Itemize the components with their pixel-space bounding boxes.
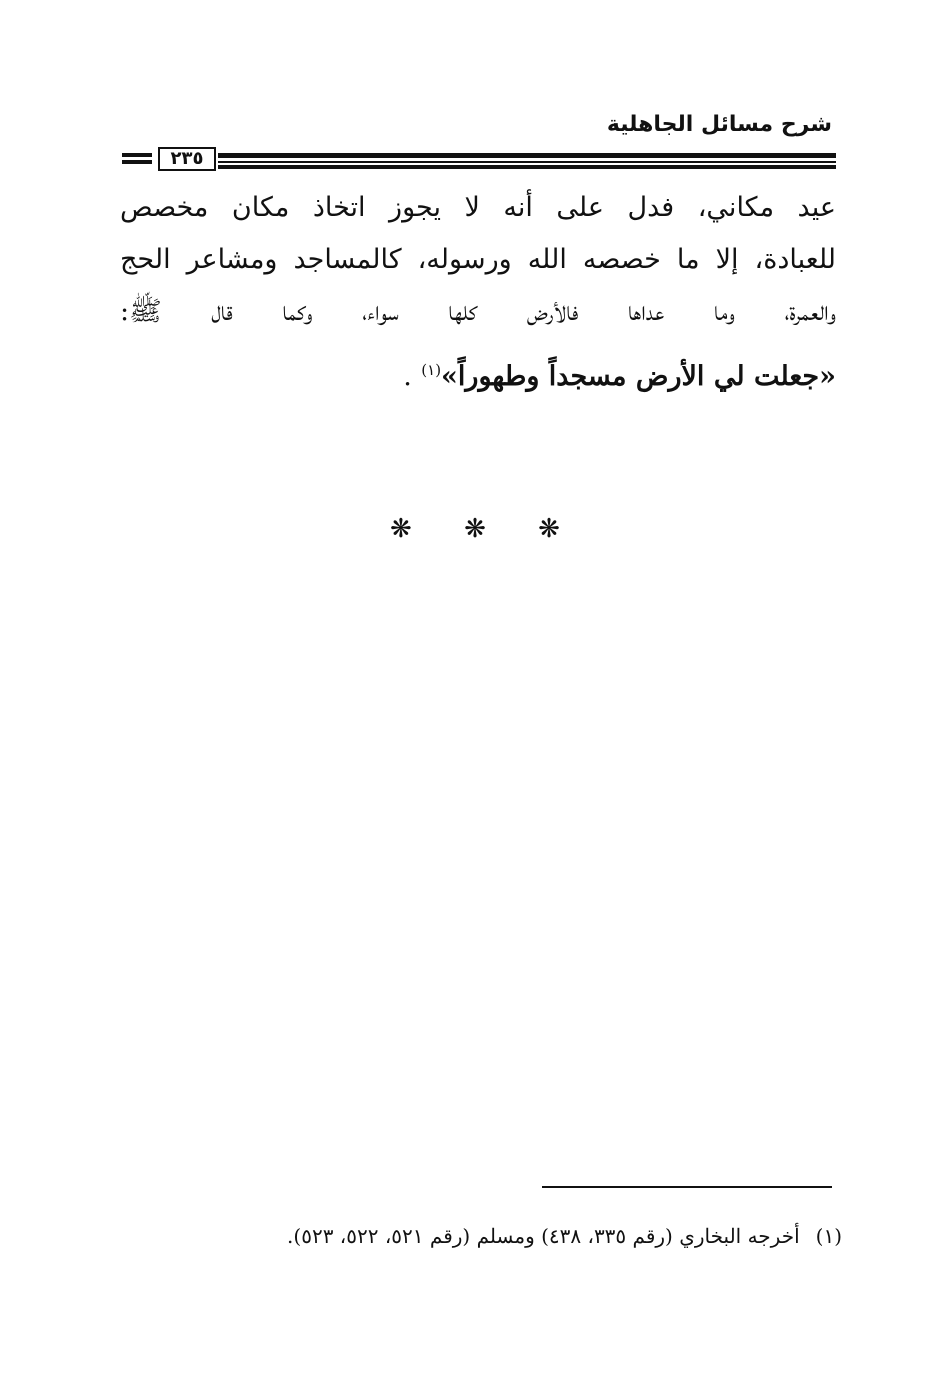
body-line-2: للعبادة، إلا ما خصصه الله ورسوله، كالمساجد ومشاعر الحج	[120, 244, 836, 275]
section-separator	[0, 514, 950, 544]
hadith-quote: «جعلت لي الأرض مسجداً وطهوراً»	[441, 361, 836, 392]
rule-segment	[122, 153, 152, 157]
quote-end-period: .	[403, 361, 412, 392]
rule-segment	[122, 160, 152, 164]
page-number: ٢٣٥	[158, 147, 216, 171]
asterisk-icon: ❋	[390, 514, 412, 544]
footnote-reference: (١)	[421, 361, 442, 379]
body-line-3: والعمرة، وما عداها فالأرض كلها سواء، وكما قال ﷺ:	[120, 296, 836, 327]
footnote-text: أخرجه البخاري (رقم ٣٣٥، ٤٣٨) ومسلم (رقم ٥٢١، ٥٢٢، ٥٢٣).	[287, 1224, 800, 1248]
running-title: شرح مسائل الجاهلية	[606, 112, 832, 137]
asterisk-icon: ❋	[464, 514, 486, 544]
header-rule	[122, 147, 836, 169]
footnote-marker: (١)	[815, 1224, 842, 1248]
body-line-1: عيد مكاني، فدل على أنه لا يجوز اتخاذ مكان مخصص	[120, 192, 836, 223]
hadith-quote-line	[403, 344, 836, 403]
footnote-separator	[542, 1186, 832, 1188]
body-paragraph	[120, 182, 836, 338]
footnote	[287, 1224, 842, 1248]
rule-segment	[218, 161, 836, 163]
rule-segment	[218, 165, 836, 169]
asterisk-icon: ❋	[538, 514, 560, 544]
rule-segment	[218, 153, 836, 158]
